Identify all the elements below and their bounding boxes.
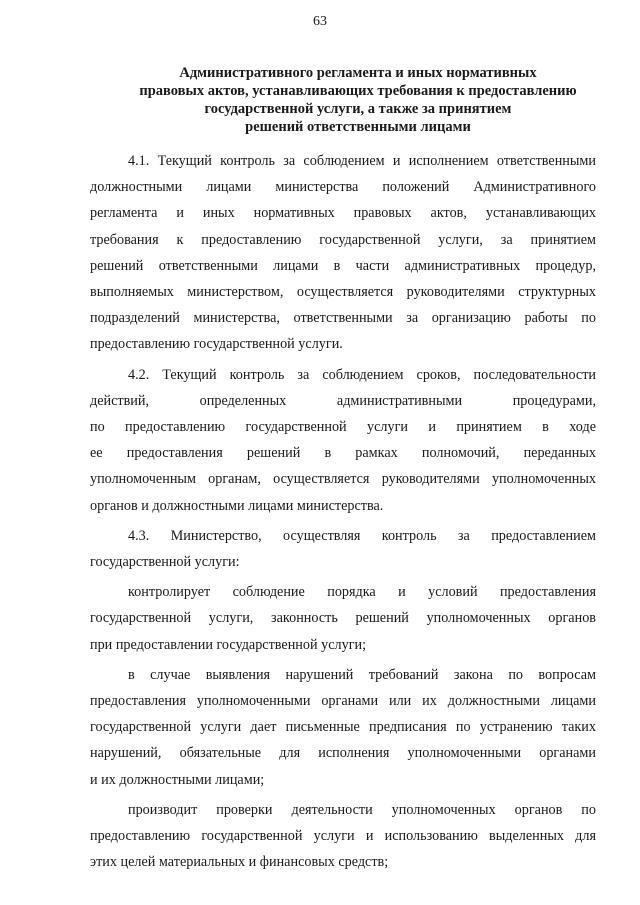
text-line: решений ответственными лицами в части административных процедур, <box>90 257 596 274</box>
heading-line: решений ответственными лицами <box>245 119 471 135</box>
page-number: 63 <box>313 14 327 29</box>
heading-line: государственной услуги, а также за принятием <box>204 101 512 117</box>
text-line: производит проверки деятельности уполномоченных органов по <box>128 801 596 818</box>
text-line: 4.2. Текущий контроль за соблюдением сроков, последовательности <box>128 366 596 383</box>
text-line: государственной услуги: <box>90 554 240 571</box>
text-line: уполномоченным органам, осуществляется руководителями уполномоченных <box>90 471 596 488</box>
text-line: регламента и иных нормативных правовых актов, устанавливающих <box>90 205 596 222</box>
text-line: должностными лицами министерства положений Административного <box>90 179 596 196</box>
text-line: предоставлению государственной услуги. <box>90 336 343 353</box>
text-line: ее предоставления решений в рамках полномочий, переданных <box>90 445 596 462</box>
paragraph-4-2 <box>90 362 596 519</box>
list-item-control <box>90 579 596 658</box>
text-line: государственной услуги, законность решений уполномоченных органов <box>90 610 596 627</box>
list-item-violations <box>90 662 596 793</box>
text-line: органов и должностными лицами министерства. <box>90 497 384 514</box>
text-line: по предоставлению государственной услуги и принятием в ходе <box>90 419 596 436</box>
text-line: этих целей материальных и финансовых средств; <box>90 854 389 871</box>
document-body <box>90 148 596 875</box>
heading-line: Административного регламента и иных нормативных <box>179 65 537 81</box>
paragraph-4-1 <box>90 148 596 358</box>
text-line: при предоставлении государственной услуги; <box>90 636 367 653</box>
section-heading <box>118 64 598 136</box>
list-item-inspections <box>90 797 596 876</box>
text-line: государственной услуги дает письменные предписания по устранению таких <box>90 719 596 736</box>
text-line: требования к предоставлению государственной услуги, за принятием <box>90 231 596 248</box>
text-line: предоставления уполномоченными органами или их должностными лицами <box>90 693 596 710</box>
text-line: подразделений министерства, ответственными за организацию работы по <box>90 310 596 327</box>
paragraph-4-3 <box>90 523 596 575</box>
text-line: 4.3. Министерство, осуществляя контроль за предоставлением <box>128 527 596 544</box>
text-line: в случае выявления нарушений требований закона по вопросам <box>128 666 596 683</box>
text-line: предоставлению государственной услуги и использованию выделенных для <box>90 828 596 845</box>
heading-line: правовых актов, устанавливающих требования к предоставлению <box>139 83 577 99</box>
text-line: действий, определенных административными процедурами, <box>90 392 596 409</box>
text-line: и их должностными лицами; <box>90 771 265 788</box>
text-line: 4.1. Текущий контроль за соблюдением и исполнением ответственными <box>128 153 596 169</box>
text-line: контролирует соблюдение порядка и условий предоставления <box>128 584 596 601</box>
text-line: нарушений, обязательные для исполнения уполномоченными органами <box>90 745 596 762</box>
text-line: выполняемых министерством, осуществляется руководителями структурных <box>90 284 596 301</box>
